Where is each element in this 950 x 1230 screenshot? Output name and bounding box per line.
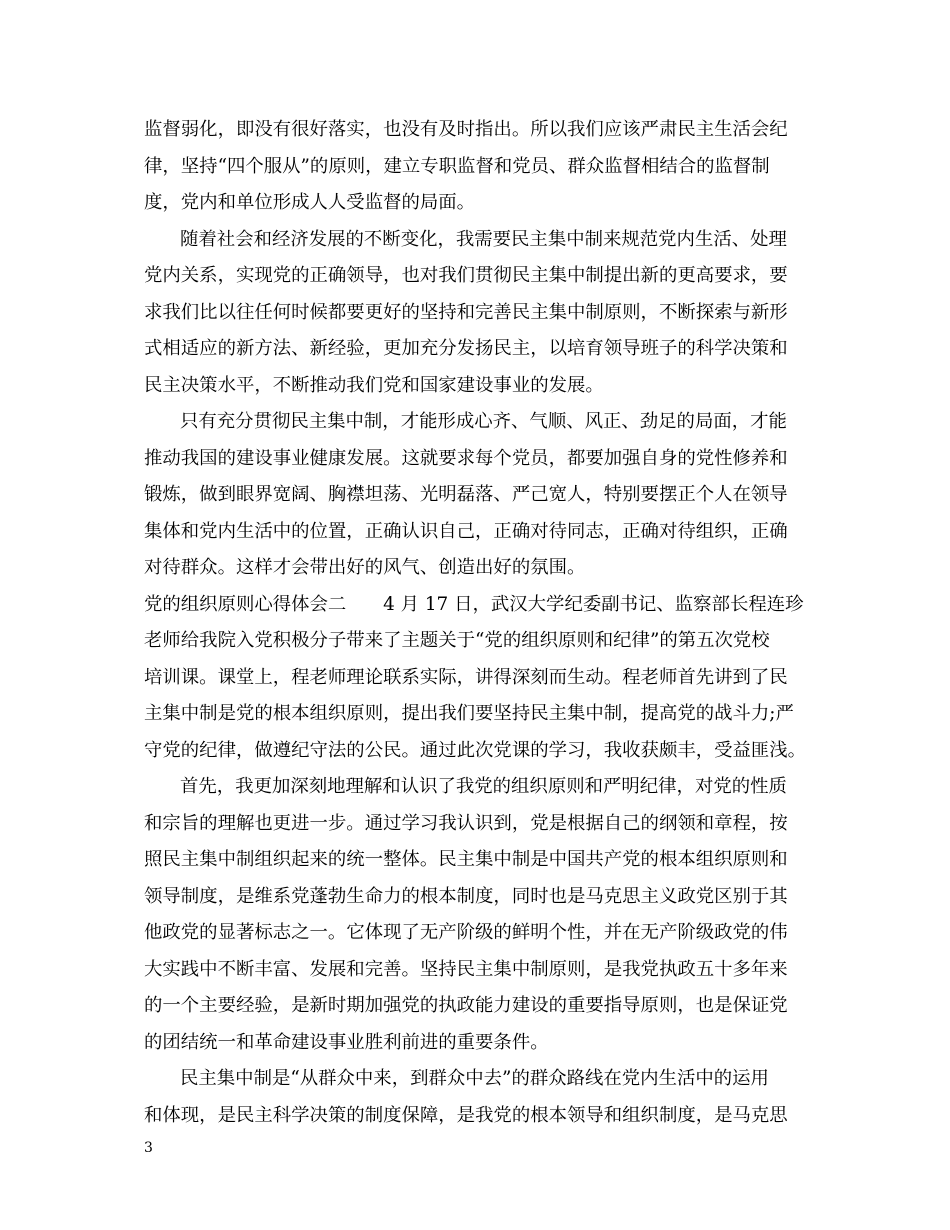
section-heading-line: 党的组织原则心得体会二 4 月 17 日，武汉大学纪委副书记、监察部长程连珍 <box>144 593 804 615</box>
text-line: 律，坚持“四个服从”的原则，建立专职监督和党员、群众监督相结合的监督制 <box>144 155 770 177</box>
text-line: 的一个主要经验，是新时期加强党的执政能力建设的重要指导原则，也是保证党 <box>144 995 788 1016</box>
paragraph-first-line: 民主集中制是“从群众中来，到群众中去”的群众路线在党内生活中的运用 <box>180 1068 769 1089</box>
page-number: 3 <box>144 1140 153 1156</box>
paragraph-first-line: 只有充分贯彻民主集中制，才能形成心齐、气顺、风正、劲足的局面，才能 <box>180 411 787 432</box>
text-line: 和体现，是民主科学决策的制度保障，是我党的根本领导和组织制度，是马克思 <box>144 1104 788 1126</box>
text-line: 和宗旨的理解也更进一步。通过学习我认识到，党是根据自己的纲领和章程，按 <box>144 812 788 834</box>
text-line: 集体和党内生活中的位置，正确认识自己，正确对待同志，正确对待组织，正确 <box>144 520 788 542</box>
text-line: 式相适应的新方法、新经验，更加充分发扬民主，以培育领导班子的科学决策和 <box>144 338 788 359</box>
text-line: 锻炼，做到眼界宽阔、胸襟坦荡、光明磊落、严己宽人，特别要摆正个人在领导 <box>144 484 788 505</box>
text-line: 党内关系，实现党的正确领导，也对我们贯彻民主集中制提出新的更高要求，要 <box>144 265 788 286</box>
text-line: 守党的纪律，做遵纪守法的公民。通过此次党课的学习，我收获颇丰，受益匪浅。 <box>144 739 807 761</box>
text-line: 推动我国的建设事业健康发展。这就要求每个党员，都要加强自身的党性修养和 <box>144 447 788 469</box>
text-line: 大实践中不断丰富、发展和完善。坚持民主集中制原则，是我党执政五十多年来 <box>144 958 788 980</box>
paragraph-first-line: 首先，我更加深刻地理解和认识了我党的组织原则和严明纪律，对党的性质 <box>180 776 787 797</box>
text-line: 度，党内和单位形成人人受监督的局面。 <box>144 192 476 213</box>
text-line: 他政党的显著标志之一。它体现了无产阶级的鲜明个性，并在无产阶级政党的伟 <box>144 922 788 943</box>
text-line: 民主决策水平，不断推动我们党和国家建设事业的发展。 <box>144 374 604 396</box>
text-line: 老师给我院入党积极分子带来了主题关于“党的组织原则和纪律”的第五次党校 <box>144 630 770 651</box>
text-line: 领导制度，是维系党蓬勃生命力的根本制度，同时也是马克思主义政党区别于其 <box>144 885 788 907</box>
text-line: 对待群众。这样才会带出好的风气、创造出好的氛围。 <box>144 557 586 578</box>
text-line: 监督弱化，即没有很好落实，也没有及时指出。所以我们应该严肃民主生活会纪 <box>144 119 788 140</box>
text-line: 照民主集中制组织起来的统一整体。民主集中制是中国共产党的根本组织原则和 <box>144 849 788 870</box>
text-line: 求我们比以往任何时候都要更好的坚持和完善民主集中制原则，不断探索与新形 <box>144 301 788 323</box>
text-line: 的团结统一和革命建设事业胜利前进的重要条件。 <box>144 1031 549 1053</box>
text-line: 主集中制是党的根本组织原则，提出我们要坚持民主集中制，提高党的战斗力;严 <box>144 703 794 724</box>
paragraph-first-line: 随着社会和经济发展的不断变化，我需要民主集中制来规范党内生活、处理 <box>180 228 787 250</box>
text-line: 培训课。课堂上，程老师理论联系实际，讲得深刻而生动。程老师首先讲到了民 <box>144 666 788 688</box>
document-body <box>144 112 814 1134</box>
